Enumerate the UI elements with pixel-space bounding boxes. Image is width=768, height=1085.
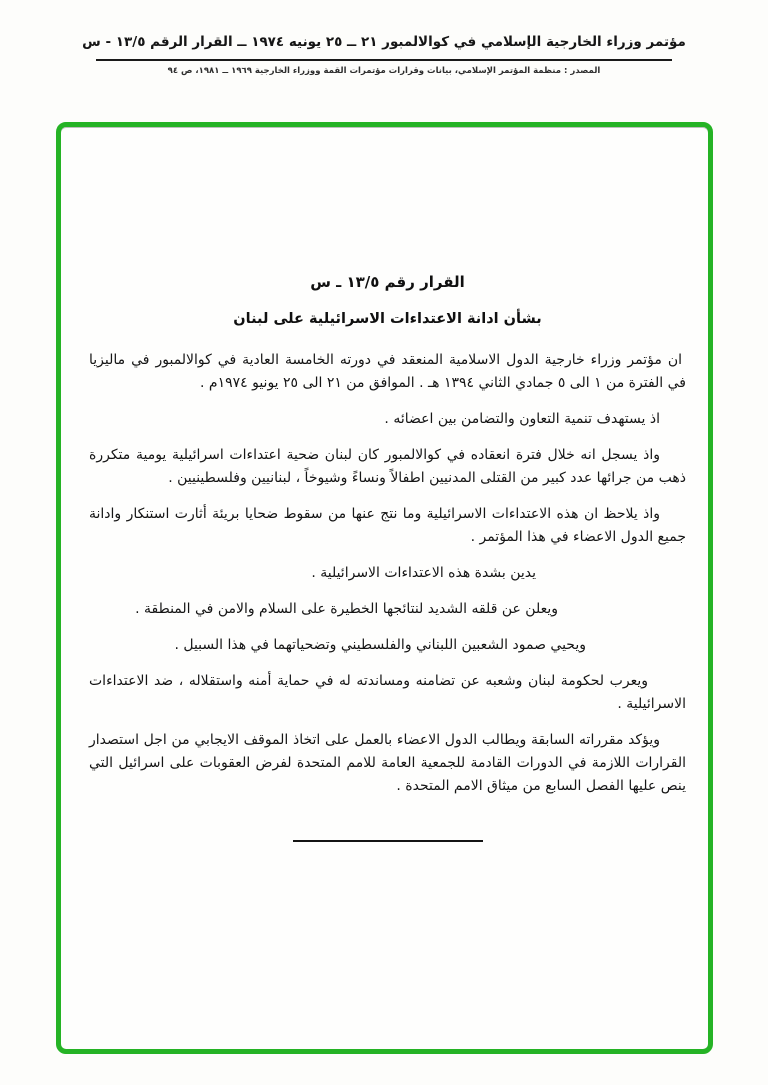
document-header xyxy=(48,34,720,76)
end-divider xyxy=(293,840,483,842)
paragraph-operative-4: ويعرب لحكومة لبنان وشعبه عن تضامنه ومساندته له في حماية أمنه واستقلاله ، ضد الاعتداءات الاسرائيلية . xyxy=(89,673,686,712)
paragraph-preamble-2: اذ يستهدف تنمية التعاون والتضامن بين اعضائه . xyxy=(384,411,660,427)
document-body xyxy=(61,127,708,1049)
paragraph-operative-2: ويعلن عن قلقه الشديد لنتائجها الخطيرة على السلام والامن في المنطقة . xyxy=(135,601,558,617)
header-divider xyxy=(96,59,672,61)
paragraph-operative-5: ويؤكد مقرراته السابقة ويطالب الدول الاعضاء بالعمل على اتخاذ الموقف الايجابي من اجل استصدار القرارات اللازمة في الدورات القادمة للجمعية العامة للامم المتحدة لفرض العقوبات على اسرائيل التي ينص عليها الفصل السابع من ميثاق الامم المتحدة . xyxy=(89,732,686,794)
source-reference-line: المصدر : منظمة المؤتمر الإسلامي، بيانات وقرارات مؤتمرات القمة ووزراء الخارجية ١٩٦٩ ــ ١٩٨١، ص ٩٤ xyxy=(167,66,601,76)
paragraph-operative-1: يدين بشدة هذه الاعتداءات الاسرائيلية . xyxy=(311,565,536,581)
paragraph-preamble-1: ان مؤتمر وزراء خارجية الدول الاسلامية المنعقد في دورته الخامسة العادية في كوالالمبور في ماليزيا في الفترة من ١ الى ٥ جمادي الثاني ١٣٩٤ هـ . الموافق من ٢١ الى ٢٥ يونيو ١٩٧٤م . xyxy=(89,352,686,391)
paragraph-operative-3: ويحيي صمود الشعبين اللبناني والفلسطيني وتضحياتهما في هذا السبيل . xyxy=(174,637,586,653)
conference-header-line: مؤتمر وزراء الخارجية الإسلامي في كوالالمبور ٢١ ــ ٢٥ يونيه ١٩٧٤ ــ القرار الرقم ١٣/٥ - س xyxy=(82,34,686,50)
resolution-number-title: القرار رقم ١٣/٥ ـ س xyxy=(310,273,465,291)
document-frame xyxy=(56,122,713,1054)
resolution-subject-title: بشأن ادانة الاعتداءات الاسرائيلية على لبنان xyxy=(233,311,542,327)
paragraph-preamble-4: واذ يلاحظ ان هذه الاعتداءات الاسرائيلية وما نتج عنها من سقوط ضحايا بريئة أثارت استنكار وادانة جميع الدول الاعضاء في هذا المؤتمر . xyxy=(89,506,686,545)
paragraph-preamble-3: واذ يسجل انه خلال فترة انعقاده في كوالالمبور كان لبنان ضحية اعتداءات اسرائيلية يومية متكررة ذهب من جرائها عدد كبير من القتلى المدنيين اطفالاً ونساءً وشيوخاً ، لبنانيين وفلسطينيين . xyxy=(89,447,686,486)
